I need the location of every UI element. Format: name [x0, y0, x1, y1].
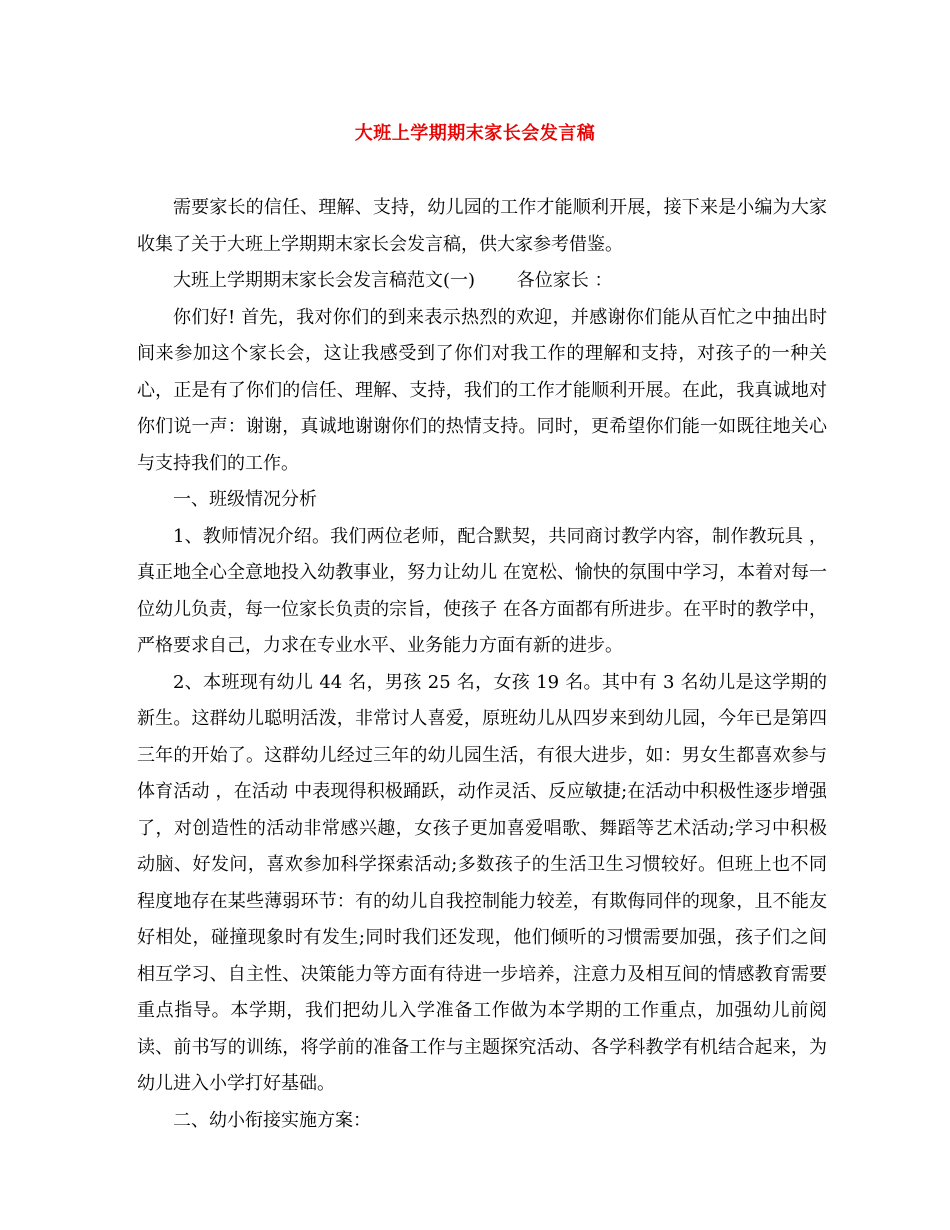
- teacher-intro-paragraph: 1、教师情况介绍。我们两位老师，配合默契，共同商讨教学内容，制作教玩具 ，真正地全心全意地投入幼教事业，努力让幼儿 在宽松、愉快的氛围中学习，本着对每一位幼儿负责，每一位家长负责的宗旨，使孩子 在各方面都有所进步。在平时的教学中，严格要求自己，力求在专业水平、业务能力方面有新的进步。: [137, 525, 827, 656]
- intro-paragraph: 需要家长的信任、理解、支持，幼儿园的工作才能顺利开展，接下来是小编为大家收集了关于大班上学期期末家长会发言稿，供大家参考借鉴。: [137, 197, 827, 255]
- document-body: [137, 190, 827, 1139]
- class-status-paragraph: 2、本班现有幼儿 44 名，男孩 25 名，女孩 19 名。其中有 3 名幼儿是这学期的新生。这群幼儿聪明活泼，非常讨人喜爱，原班幼儿从四岁来到幼儿园，今年已是第四三年的开始了。这群幼儿经过三年的幼儿园生活，有很大进步，如：男女生都喜欢参与体育活动 ，在活动 中表现得积极踊跃，动作灵活、反应敏捷;在活动中积极性逐步增强了，对创造性的活动非常感兴趣，女孩子更加喜爱唱歌、舞蹈等艺术活动;学习中积极动脑、好发问，喜欢参加科学探索活动;多数孩子的生活卫生习惯较好。但班上也不同程度地存在某些薄弱环节：有的幼儿自我控制能力较差，有欺侮同伴的现象，且不能友好相处，碰撞现象时有发生;同时我们还发现，他们倾听的习惯需要加强，孩子们之间相互学习、自主性、决策能力等方面有待进一步培养，注意力及相互间的情感教育需要重点指导。本学期，我们把幼儿入学准备工作做为本学期的工作重点，加强幼儿前阅读、前书写的训练，将学前的准备工作与主题探究活动、各学科教学有机结合起来，为幼儿进入小学打好基础。: [137, 671, 827, 1094]
- greeting-paragraph: 你们好! 首先，我对你们的到来表示热烈的欢迎，并感谢你们能从百忙之中抽出时间来参加这个家长会，这让我感受到了你们对我工作的理解和支持，对孩子的一种关心，正是有了你们的信任、理解、支持，我们的工作才能顺利开展。在此，我真诚地对你们说一声：谢谢，真诚地谢谢你们的热情支持。同时，更希望你们能一如既往地关心与支持我们的工作。: [137, 306, 827, 474]
- speech-heading-line: 大班上学期期末家长会发言稿范文(一) 各位家长 ：: [173, 270, 613, 291]
- document-title: 大班上学期期末家长会发言稿: [354, 123, 596, 144]
- section-heading-transition-plan: 二、幼小衔接实施方案：: [173, 1109, 371, 1131]
- section-heading-class-analysis: 一、班级情况分析: [173, 489, 317, 510]
